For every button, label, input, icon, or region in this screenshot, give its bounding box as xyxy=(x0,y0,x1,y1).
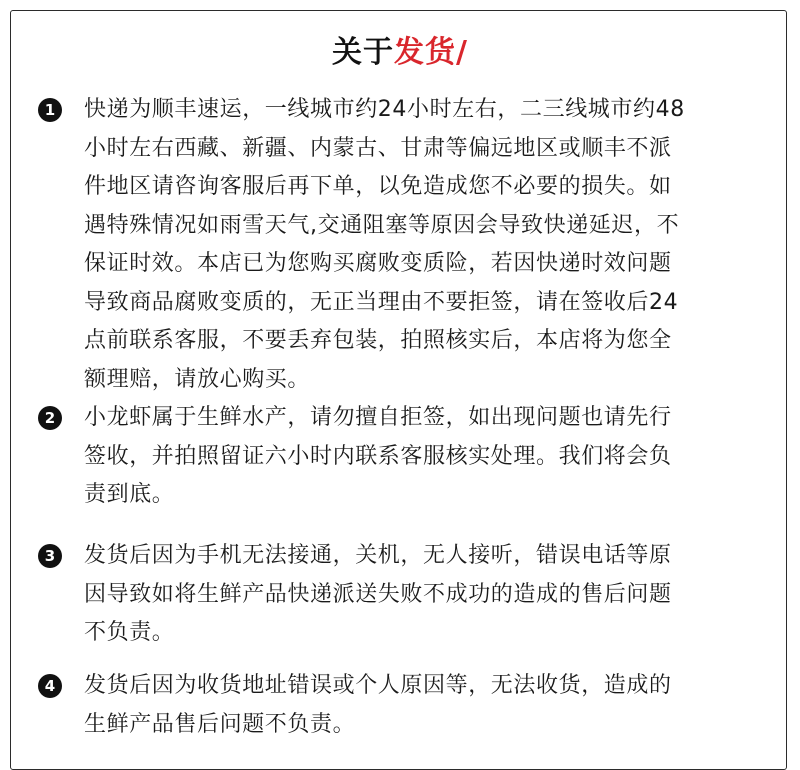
number-4-icon: 4 xyxy=(38,674,62,698)
notice-text-2: 小龙虾属于生鲜水产，请勿擅自拒签，如出现问题也请先行 签收，并拍照留证六小时内联系客服核实处理。我们将会负 责到底。 xyxy=(84,405,672,507)
number-3-icon: 3 xyxy=(38,544,62,568)
title-accent: 发货/ xyxy=(394,35,468,70)
number-2-icon: 2 xyxy=(38,406,62,430)
number-1-icon: 1 xyxy=(38,98,62,122)
title-prefix: 关于 xyxy=(332,35,395,70)
page-title xyxy=(0,31,800,75)
notice-text-1: 快递为顺丰速运，一线城市约24小时左右，二三线城市约48 小时左右西藏、新疆、内蒙古、甘肃等偏远地区或顺丰不派 件地区请咨询客服后再下单，以免造成您不必要的损失。如 遇特殊情况如雨雪天气,交通阻塞等原因会导致快递延迟，不 保证时效。本店已为您购买腐败变质险，若因快递时效问题 导致商品腐败变质的，无正当理由不要拒签，请在签收后24 点前联系客服，不要丢弃包装，拍照核实后，本店将为您全 额理赔，请放心购买。 xyxy=(84,97,685,392)
notice-text-3: 发货后因为手机无法接通，关机，无人接听，错误电话等原 因导致如将生鲜产品快递派送失败不成功的造成的售后问题 不负责。 xyxy=(84,543,672,645)
notice-text-4: 发货后因为收货地址错误或个人原因等，无法收货，造成的 生鲜产品售后问题不负责。 xyxy=(84,673,672,737)
